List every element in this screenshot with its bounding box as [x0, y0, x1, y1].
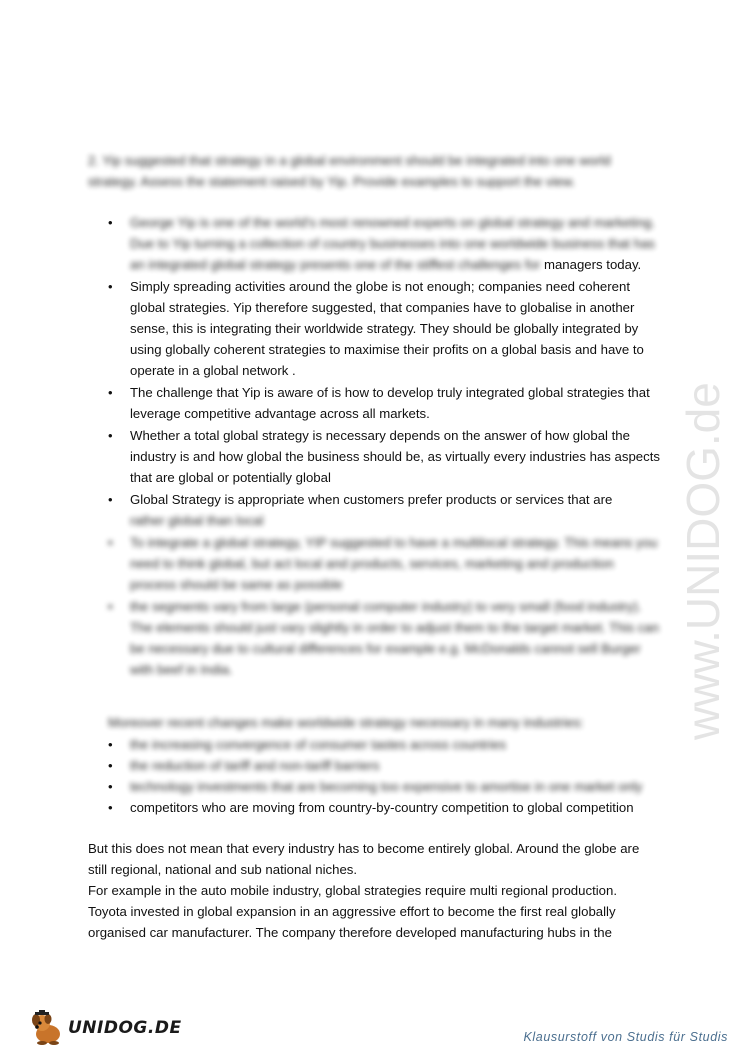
bullet-list: [108, 212, 663, 681]
clear-text: competitors who are moving from country-by-country competition to global competition: [130, 800, 634, 815]
section-intro: Moreover recent changes make worldwide strategy necessary in many industries:: [108, 715, 584, 730]
blurred-text: To integrate a global strategy, YIP suggested to have a multilocal strategy. This means you need to think global, but act local and products, services, marketing and production process should be same as possible: [130, 535, 658, 592]
list-item: [108, 276, 663, 381]
blurred-text: George Yip is one of the world's most renowned experts on global strategy and marketing. Due to Yip turning a collection of country businesses into one worldwide business that has an integrated global strategy presents one of the stiffest challenges for: [130, 215, 656, 272]
blurred-text: the segments vary from large (personal computer industry) to very small (food industry). The elements should just vary slightly in order to adjust them to the target market. This can be necessary due to cultural differences for example e.g. McDonalds cannot sell Burger with beef in India.: [130, 599, 659, 677]
question-heading: 2. Yip suggested that strategy in a global environment should be integrated into one world strategy. Assess the statement raised by Yip. Provide examples to support the view.: [88, 153, 611, 189]
paragraph: For example in the auto mobile industry, global strategies require multi regional production. Toyota invested in global expansion in an aggressive effort to become the first real globally organised car manufacturer. The company therefore developed manufacturing hubs in the: [88, 883, 617, 940]
bullet-list-2: [108, 734, 668, 818]
clear-text: managers today.: [543, 257, 642, 272]
blurred-text: the increasing convergence of consumer tastes across countries: [130, 737, 507, 752]
list-item: [108, 776, 668, 797]
clear-text: Simply spreading activities around the globe is not enough; companies need coherent global strategies. Yip therefore suggested, that companies have to globalise in another sense, this is integrating their worldwide strategy. They should be globally integrated by using globally coherent strategies to maximise their profits on a global basis and have to operate in a global network .: [130, 279, 644, 378]
logo-text: UNIDOG.DE: [68, 1018, 182, 1038]
list-item: [108, 755, 668, 776]
paragraph: But this does not mean that every industry has to become entirely global. Around the globe are still regional, national and sub national niches.: [88, 841, 640, 877]
blurred-text: technology investments that are becoming too expensive to amortise in one market only: [130, 779, 643, 794]
clear-text: Whether a total global strategy is necessary depends on the answer of how global the industry is and how global the business should be, as virtually every industries has aspects that are global or potentially global: [130, 428, 660, 485]
list-item: [108, 382, 663, 424]
list-item: [108, 212, 663, 275]
clear-text: The challenge that Yip is aware of is how to develop truly integrated global strategies that leverage competitive advantage across all markets.: [130, 385, 650, 421]
blurred-text: the reduction of tariff and non-tariff barriers: [130, 758, 380, 773]
list-item: [108, 734, 668, 755]
unidog-logo[interactable]: [28, 1010, 182, 1046]
list-item: [108, 532, 663, 595]
body-text: [88, 838, 658, 943]
list-item: [108, 596, 663, 680]
dog-icon: [28, 1010, 66, 1046]
list-item: [108, 797, 668, 818]
blurred-text: rather global than local: [130, 513, 264, 528]
footer-tagline: Klausurstoff von Studis für Studis: [523, 1030, 728, 1044]
list-item: [108, 425, 663, 488]
clear-text: Global Strategy is appropriate when customers prefer products or services that are: [130, 492, 613, 507]
list-item: [108, 489, 663, 531]
watermark: www.UNIDOG.de: [677, 382, 729, 740]
